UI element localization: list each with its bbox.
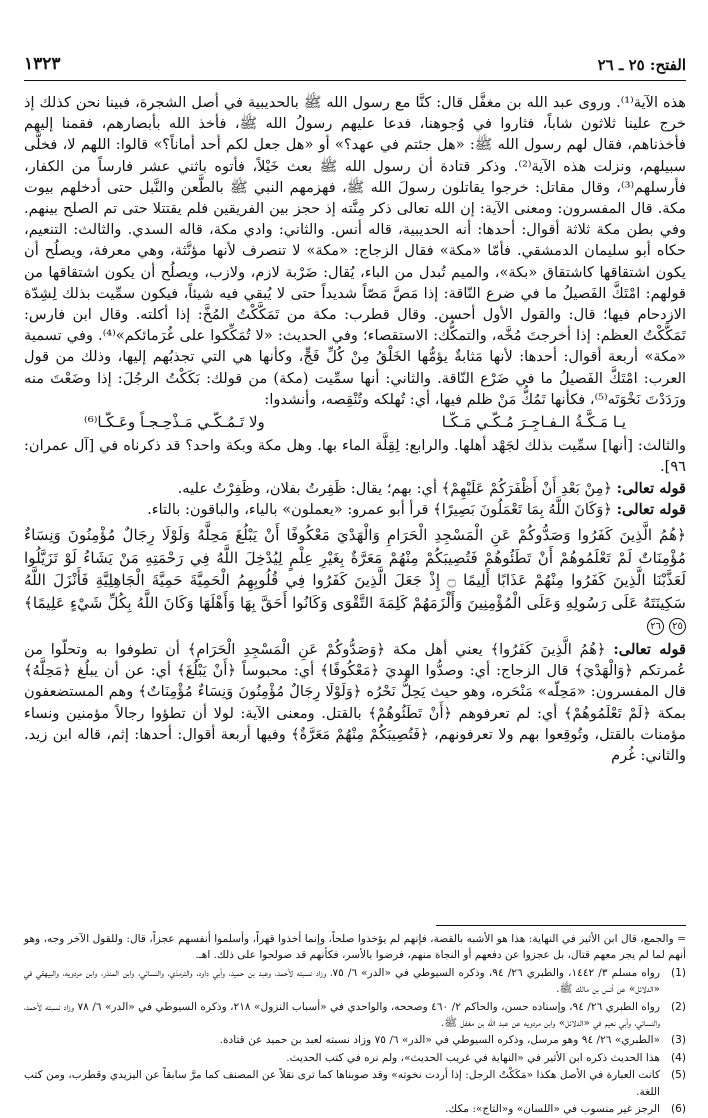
paragraph-1: هذه الآية⁽¹⁾. وروى عبد الله بن مغفَّل قال: كنَّا مع رسول الله ﷺ بالحديبية في أصل الشجرة، فبينا نحن كذلك إذ خرج علينا ثلاثون شاباً، فثاروا في وُجوهنا، فدعا عليهم رسولُ الله ﷺ، فأخذ الله بأبصارهم، فقمنا إليهم فأخذناهم، فقال لهم رسول الله ﷺ: «هل جئتم في عهد؟» أو «هل جعل لكم أحد أماناً؟» قالوا: اللهم لا، فخلَّى سبيلهم، ونزلت هذه الآية⁽²⁾. وذكر قتادة أن رسول الله ﷺ بعث خَيْلاً، فأتوه باثني عشر فارساً من الكفار، فأرسلهم⁽³⁾، وقال مقاتل: خرجوا يقاتلون رسولَ الله ﷺ، فهزمهم النبي ﷺ بالطَّعن والنَّبل حتى أدخلهم بيوت مكة. قال المفسرون: ومعنى الآية: إن الله تعالى ذكر مِنَّته إذ حجز بين الفريقين فلم يقتتلا حتى تم الصلح بينهم. وفي بطن مكة ثلاثة أقوال: أحدها: أنه الحديبية، قاله أنس. والثاني: وادي مكة، قاله السدي. والثالث: التنعيم، حكاه أبو سليمان الدمشقي. فأمّا «مكة» فقال الزجاج: «مكة» لا تنصرف لأنها مؤنَّثة، وهي معرفة، ويصلُح أن يكون اشتقاقها كاشتقاق «بكة»، والميم تُبدل من الباء، يُقال: ضَرْبة لازم، ولازب، ويصلُح أن يكون اشتقاقها من قولهم: امْتَكَّ الفَصيلُ ما في ضرع النّاقة: إذا مَصَّ مَصّاً شديداً حتى لا يُبقي فيه شيئاً، فيكون سمِّيت بذلك لِشِدّة الازدحام فيها؛ قال: والقول الأول أحسن. وقال قطرب: مكة من تَمَكَّكْتُ المُخَّ: إذا أكلته. وقال ابن فارس: تَمَكَّكْتُ العظم: إذا أخرجتَ مُخَّه، والتمكُّك: الاستقصاء؛ وفي الحديث: «لا تُمَكِّكوا على غُرَمائكم»⁽⁴⁾. وفي تسمية «مكة» أربعة أقوال: أحدها: لأنها مَثابةٌ يؤمُّها الخَلْقُ مِنْ كُلِّ فَجٍّ، وكأنها هي التي تجذبُهم إليها، وذلك من قول العرب: امْتَكَّ الفَصيلُ ما في ضَرْع النّاقة. والثاني: أنها سمِّيت (مكة) من قولك: بَكَكْتُ الرجُلَ: إذا وضَعْتَ منه ورَدَدْتَ نَخْوَتَه⁽⁵⁾، فكأنها تَمُكُّ مَنْ ظلم فيها، أي: تُهلكه وتُنْقِصه، وأنشدوا: [24, 94, 686, 408]
page-header [24, 52, 686, 81]
paragraph-4: قوله تعالى: ﴿وَكَانَ اللَّهُ بِمَا تَعْمَلُونَ بَصِيرًا﴾ قرأ أبو عمرو: «يعملون» بالياء، والباقون: بالتاء. [147, 500, 686, 518]
footnotes [24, 931, 686, 1118]
running-title: الفتح: ٢٥ ـ ٢٦ [597, 56, 686, 74]
footnote-item: (2) رواه الطبري ٢٦/ ٩٤، وإسناده حسن، والحاكم ٢/ ٤٦٠ وصححه، والواحدي في «أسباب النزول» ٢١٨، وذكره السيوطي في «الدر» ٦/ ٧٨ وزاد نسبته لأحمد، والنسائي، وأبي نعيم في «الدلائل» وابن مردويه عن عبد الله بن مغفل ﷺ. [24, 1000, 686, 1030]
footnote-divider [436, 925, 686, 926]
poem-hemistich-1: يـا مَـكَّـةُ الـفـاجِـرَ مُـكّـي مَـكّـا [441, 413, 626, 432]
main-text [24, 92, 686, 766]
paragraph-5: قوله تعالى: ﴿هُمُ الَّذِينَ كَفَرُوا﴾ يعني أهل مكة ﴿وَصَدُّوكُمْ عَنِ الْمَسْجِدِ الْحَرَامِ﴾ أن تطوفوا به وتحلّوا من عُمرتكم ﴿وَالْهَدْيَ﴾ قال الزجاج: أي: وصدُّوا الهديَ ﴿مَعْكُوفًا﴾ أي: محبوساً ﴿أَنْ يَبْلُغَ﴾ أي: عن أن يبلُغ ﴿مَحِلَّهُ﴾ قال المفسرون: «مَحِلّه» مَنْحَره، وهو حيث يَحِلُّ نَحْرُه ﴿وَلَوْلَا رِجَالٌ مُؤْمِنُونَ وَنِسَاءٌ مُؤْمِنَاتٌ﴾ وهم المستضعفون بمكة ﴿لَمْ تَعْلَمُوهُمْ﴾ أي: لم تعرفوهم ﴿أَنْ تَطَئُوهُمْ﴾ بالقتل. ومعنى الآية: لولا أن تطؤوا رجالاً مؤمنين ونساء مؤمنات بالقتل، وتُوقِعوا بهم ولا تعرفونهم، ﴿فَتُصِيبَكُمْ مِنْهُمْ مَعَرَّةٌ﴾ وفيها أربعة أقوال: أحدها: إثم، قاله ابن زيد. والثاني: غُرم [24, 641, 686, 765]
paragraph-2: والثالث: [أنها] سمِّيت بذلك لجَهْد أهلها. والرابع: لِقِلَّة الماء بها. وهل مكة وبكة واحد؟ قد ذكرناه في [آل عمران: ٩٦]. [24, 437, 686, 476]
verse-number-badge: ٢٦ [647, 618, 664, 635]
footnote-item: (4) هذا الحديث ذكره ابن الأثير في «النهاية في غريب الحديث»، ولم نره في كتب الحديث. [286, 1051, 686, 1064]
paragraph-3: قوله تعالى: ﴿مِنْ بَعْدِ أَنْ أَظْفَرَكُمْ عَلَيْهِمْ﴾ أي: بهم؛ يقال: ظَفِرتُ بفلان، وظَفِرْتُ عليه. [177, 479, 686, 497]
footnote-item: (1) رواه مسلم ٣/ ١٤٤٢، والطبري ٢٦/ ٩٤، وذكره السيوطي في «الدر» ٦/ ٧٥، وزاد نسبته لأحمد، وعبد بن حميد، وأبي داود، والترمذي، والنسائي، وابن المنذر، وابن مردويه، والبيهقي في «الدلائل» عن أنس بن مالك ﷺ. [24, 966, 686, 996]
page-number: ١٣٢٣ [24, 54, 61, 74]
footnote-item: (3) «الطبري» ٢٦/ ٩٤ وهو مرسل، وذكره السيوطي في «الدر» ٦/ ٧٥ وزاد نسبته لعبد بن حميد عن قتادة. [219, 1034, 686, 1047]
quran-verse-block [24, 524, 686, 637]
poem-couplet [84, 412, 626, 433]
poem-hemistich-2: ولا تَـمُـكّـي مَـذْحِـجـاً وعَـكّـا⁽⁶⁾ [84, 413, 265, 432]
verse-text: ﴿هُمُ الَّذِينَ كَفَرُوا وَصَدُّوكُمْ عَنِ الْمَسْجِدِ الْحَرَامِ وَالْهَدْيَ مَعْكُوفًا أَنْ يَبْلُغَ مَحِلَّهُ وَلَوْلَا رِجَالٌ مُؤْمِنُونَ وَنِسَاءٌ مُؤْمِنَاتٌ لَمْ تَعْلَمُوهُمْ أَنْ تَطَئُوهُمْ فَتُصِيبَكُمْ مِنْهُمْ مَعَرَّةٌ بِغَيْرِ عِلْمٍ لِيُدْخِلَ اللَّهُ فِي رَحْمَتِهِ مَنْ يَشَاءُ لَوْ تَزَيَّلُوا لَعَذَّبْنَا الَّذِينَ كَفَرُوا مِنْهُمْ عَذَابًا أَلِيمًا ۝ إِذْ جَعَلَ الَّذِينَ كَفَرُوا فِي قُلُوبِهِمُ الْحَمِيَّةَ حَمِيَّةَ الْجَاهِلِيَّةِ فَأَنْزَلَ اللَّهُ سَكِينَتَهُ عَلَى رَسُولِهِ وَعَلَى الْمُؤْمِنِينَ وَأَلْزَمَهُمْ كَلِمَةَ التَّقْوَى وَكَانُوا أَحَقَّ بِهَا وَأَهْلَهَا وَكَانَ اللَّهُ بِكُلِّ شَيْءٍ عَلِيمًا﴾ [24, 526, 686, 612]
verse-number-badge: ٢٥ [669, 618, 686, 635]
footnote-continuation: = والجمع، قال ابن الأثير في النهاية: هذا هو الأشبه بالقصة، فإنهم لم يؤخذوا صلحاً، وإنما أخذوا قهراً، وأسلموا أنفسهم عجزاً، قال: وللقول الآخر وجه، وهو أنهم لما لم يجر معهم قتال، بل عجزوا عن دفعهم أو النجاة منهم، فرضوا بالأسر، فكأنهم قد صولحوا على ذلك. اهـ. [24, 933, 686, 962]
footnote-item: (5) كانت العبارة في الأصل هكذا «مَكَكْتُ الرجل: إذا أردت نخوته» وقد صوبناها كما ترى نقلاً عن المصنف كما مرَّ سابقاً عن اليزيدي وقطرب، ومن كتب اللغة. [24, 1069, 686, 1098]
footnote-item: (6) الرجز غير منسوب في «اللسان» و«التاج»: مكك. [445, 1103, 686, 1116]
